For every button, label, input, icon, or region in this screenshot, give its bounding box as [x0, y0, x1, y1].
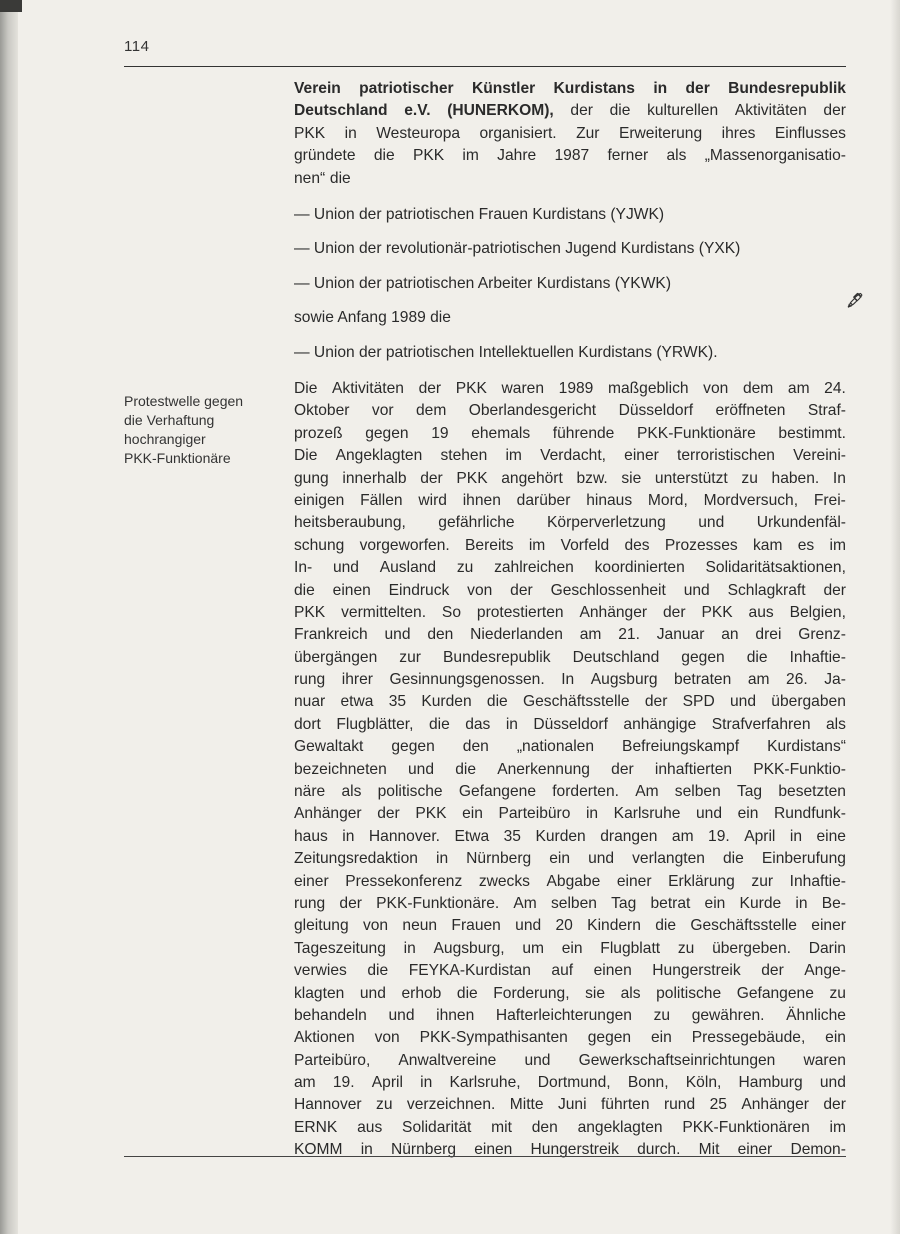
list-item: — Union der patriotischen Arbeiter Kurdistans (YKWK)	[294, 274, 672, 292]
margin-note-line: PKK-Funktionäre	[124, 450, 231, 466]
book-spine-shadow	[0, 0, 18, 1234]
body-line: ERNK aus Solidarität mit den angeklagten PKK-Funktionären im	[294, 1118, 846, 1136]
page-number: 114	[124, 38, 150, 55]
margin-note-line: hochrangiger	[124, 431, 206, 447]
body-line: am 19. April in Karlsruhe, Dortmund, Bonn, Köln, Hamburg und	[294, 1074, 846, 1092]
list-item: — Union der revolutionär-patriotischen Jugend Kurdistans (YXK)	[294, 240, 741, 258]
body-line: Aktionen von PKK-Sympathisanten gegen ein Pressegebäude, ein	[294, 1029, 846, 1047]
body-line: die einen Eindruck von der Geschlossenheit und Schlagkraft der	[294, 581, 846, 599]
body-line: einigen Fällen wird ihnen darüber hinaus Mord, Mordversuch, Frei-	[294, 491, 846, 509]
footer-rule	[124, 1156, 846, 1157]
list-item: — Union der patriotischen Intellektuellen Kurdistans (YRWK).	[294, 343, 718, 361]
main-text	[294, 78, 846, 1162]
union-list-1987	[294, 204, 846, 295]
intro-line: Deutschland e.V. (HUNERKOM), der die kulturellen Aktivitäten der	[294, 102, 846, 120]
body-line: nuar etwa 35 Kurden die Geschäftsstelle der SPD und übergaben	[294, 693, 846, 711]
header-rule	[124, 66, 846, 67]
body-line: schung vorgeworfen. Bereits im Vorfeld des Prozesses kam es im	[294, 536, 846, 554]
margin-note-line: Protestwelle gegen	[124, 393, 244, 409]
body-line: Parteibüro, Anwaltvereine und Gewerkschaftseinrichtungen waren	[294, 1051, 846, 1069]
list-item: — Union der patriotischen Frauen Kurdistans (YJWK)	[294, 205, 665, 223]
body-line: behandeln und ihnen Hafterleichterungen zu gewähren. Ähnliche	[294, 1006, 846, 1024]
intro-line: gründete die PKK im Jahre 1987 ferner als „Massenorganisatio-	[294, 147, 846, 165]
body-line: rung der PKK-Funktionäre. Am selben Tag betrat ein Kurde in Be-	[294, 894, 846, 912]
body-line: näre als politische Gefangene forderten. Am selben Tag besetzten	[294, 783, 846, 801]
body-line: Anhänger der PKK ein Parteibüro in Karlsruhe und ein Rundfunk-	[294, 805, 846, 823]
body-line: Oktober vor dem Oberlandesgericht Düsseldorf eröffneten Straf-	[294, 402, 846, 420]
body-line: Gewaltakt gegen den „nationalen Befreiungskampf Kurdistans“	[294, 738, 846, 756]
margin-note-line: die Verhaftung	[124, 412, 215, 428]
page-edge-shadow	[890, 0, 900, 1234]
margin-note	[124, 392, 284, 468]
body-line: haus in Hannover. Etwa 35 Kurden drangen am 19. April in eine	[294, 827, 846, 845]
body-line: verwies die FEYKA-Kurdistan auf einen Hungerstreik der Ange-	[294, 962, 846, 980]
intro-paragraph	[294, 78, 846, 190]
intro-line: nen“ die	[294, 169, 351, 187]
body-line: In- und Ausland zu zahlreichen koordinierten Solidaritätsaktionen,	[294, 559, 846, 577]
body-line: prozeß gegen 19 ehemals führende PKK-Funktionäre bestimmt.	[294, 424, 846, 442]
body-line: KOMM in Nürnberg einen Hungerstreik durch. Mit einer Demon-	[294, 1141, 846, 1159]
body-line: gleitung von neun Frauen und 20 Kindern die Geschäftsstelle einer	[294, 917, 846, 935]
body-line: dort Flugblätter, die das in Düsseldorf anhängige Strafverfahren als	[294, 715, 846, 733]
body-line: klagten und erhob die Forderung, sie als politische Gefangene zu	[294, 984, 846, 1002]
body-line: Frankreich und den Niederlanden am 21. Januar an drei Grenz-	[294, 626, 846, 644]
margin-pencil-mark: 🖋︎	[846, 292, 864, 308]
body-line: PKK vermittelten. So protestierten Anhänger der PKK aus Belgien,	[294, 603, 846, 621]
body-line: rung ihrer Gesinnungsgenossen. In Augsburg betraten am 26. Ja-	[294, 671, 846, 689]
body-line: gung innerhalb der PKK angehört bzw. sie unterstützt zu haben. In	[294, 469, 846, 487]
body-line: Die Aktivitäten der PKK waren 1989 maßgeblich von dem am 24.	[294, 379, 846, 397]
body-line: Hannover zu verzeichnen. Mitte Juni führten rund 25 Anhänger der	[294, 1096, 846, 1114]
body-line: heitsberaubung, gefährliche Körperverletzung und Urkundenfäl-	[294, 514, 846, 532]
spine-top-mark	[0, 0, 22, 12]
body-paragraph	[294, 378, 846, 1162]
body-line: einer Pressekonferenz zwecks Abgabe einer Erklärung zur Inhaftie-	[294, 872, 846, 890]
intro-line: Verein patriotischer Künstler Kurdistans in der Bundesrepublik	[294, 80, 846, 97]
bridge-text: sowie Anfang 1989 die	[294, 309, 451, 327]
body-line: Die Angeklagten stehen im Verdacht, einer terroristischen Vereini-	[294, 447, 846, 465]
body-line: Zeitungsredaktion in Nürnberg ein und verlangten die Einberufung	[294, 850, 846, 868]
body-line: bezeichneten und die Anerkennung der inhaftierten PKK-Funktio-	[294, 760, 846, 778]
intro-line: PKK in Westeuropa organisiert. Zur Erweiterung ihres Einflusses	[294, 124, 846, 142]
body-line: übergängen zur Bundesrepublik Deutschland gegen die Inhaftie-	[294, 648, 846, 666]
body-line: Tageszeitung in Augsburg, um ein Flugblatt zu übergeben. Darin	[294, 939, 846, 957]
